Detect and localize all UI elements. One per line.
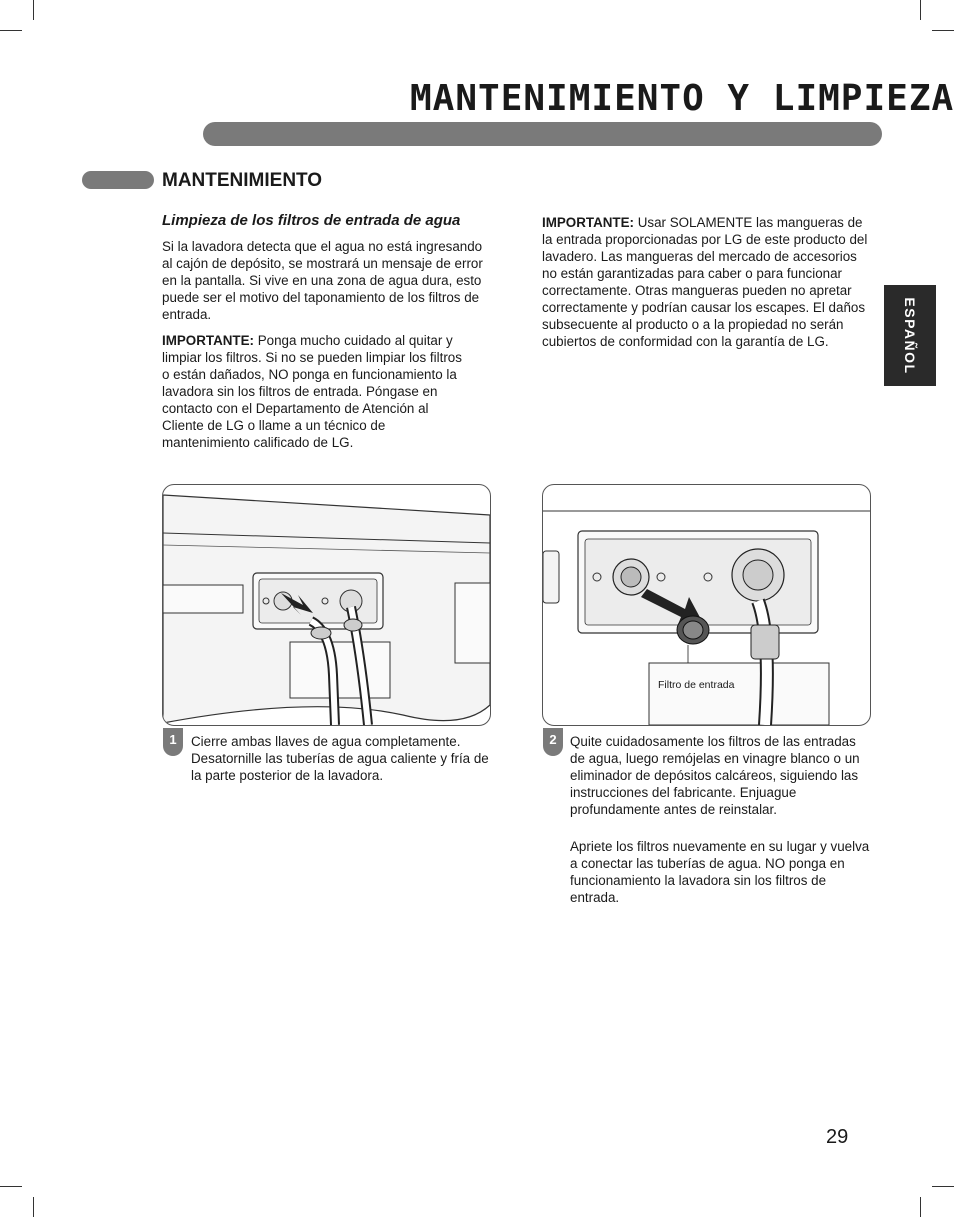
crop-mark bbox=[33, 1197, 34, 1217]
crop-mark bbox=[0, 30, 22, 31]
crop-mark bbox=[920, 1197, 921, 1217]
crop-mark bbox=[932, 1186, 954, 1187]
section-title: MANTENIMIENTO bbox=[162, 170, 323, 191]
step-2-text: Quite cuidadosamente los filtros de las entradas de agua, luego remójelas en vinagre blanco o un eliminador de depósitos calcáreos, siguiendo las instrucciones del fabricante. Enjuague profundamente antes de reinstalar. bbox=[570, 734, 860, 817]
step-2-text-continued: Apriete los filtros nuevamente en su lugar y vuelva a conectar las tuberías de agua. NO ponga en funcionamiento la lavadora sin los filtros de entrada. bbox=[570, 839, 870, 905]
crop-mark bbox=[33, 0, 34, 20]
intro-text: Si la lavadora detecta que el agua no está ingresando al cajón de depósito, se mostrará un mensaje de error en la pantalla. Si vive en una zona de agua dura, esto puede ser el motivo del taponamiento de los filtros de entrada. bbox=[162, 239, 483, 322]
step-number-2: 2 bbox=[543, 728, 563, 756]
language-tab-label: ESPAÑOL bbox=[902, 296, 918, 375]
filter-label: Filtro de entrada bbox=[658, 679, 735, 691]
intro-paragraph bbox=[162, 238, 492, 323]
important-paragraph-left bbox=[162, 332, 467, 451]
important-label: IMPORTANTE: bbox=[542, 215, 634, 230]
crop-mark bbox=[920, 0, 921, 20]
step-1-text: Cierre ambas llaves de agua completamente. Desatornille las tuberías de agua caliente y fría de la parte posterior de la lavadora. bbox=[191, 734, 489, 783]
washer-back-illustration bbox=[163, 485, 490, 725]
page-title: MANTENIMIENTO Y LIMPIEZA bbox=[410, 78, 954, 119]
figure-step-1 bbox=[162, 484, 491, 726]
subsection-title: Limpieza de los filtros de entrada de agua bbox=[162, 212, 461, 229]
language-tab bbox=[884, 285, 936, 386]
crop-mark bbox=[0, 1186, 22, 1187]
crop-mark bbox=[932, 30, 954, 31]
important-text: Usar SOLAMENTE las mangueras de la entrada proporcionadas por LG de este producto del lavadero. Las mangueras del mercado de accesorios no están garantizadas para caber o para funcionar correctamente. Otras mangueras pueden no apretar correctamente y podrían causar los escapes. El daños subsecuente al producto o a la propiedad no serán cubiertos de conformidad con la garantía de LG. bbox=[542, 215, 868, 349]
page-number: 29 bbox=[826, 1126, 849, 1148]
important-paragraph-right bbox=[542, 214, 874, 350]
step-number-1: 1 bbox=[163, 728, 183, 756]
important-text: Ponga mucho cuidado al quitar y limpiar los filtros. Si no se pueden limpiar los filtros o están dañados, NO ponga en funcionamiento la lavadora sin los filtros de entrada. Póngase en contacto con el Departamento de Atención al Cliente de LG o llame a un técnico de mantenimiento calificado de LG. bbox=[162, 333, 462, 450]
section-marker bbox=[82, 171, 154, 189]
important-label: IMPORTANTE: bbox=[162, 333, 254, 348]
title-bar bbox=[203, 122, 882, 146]
